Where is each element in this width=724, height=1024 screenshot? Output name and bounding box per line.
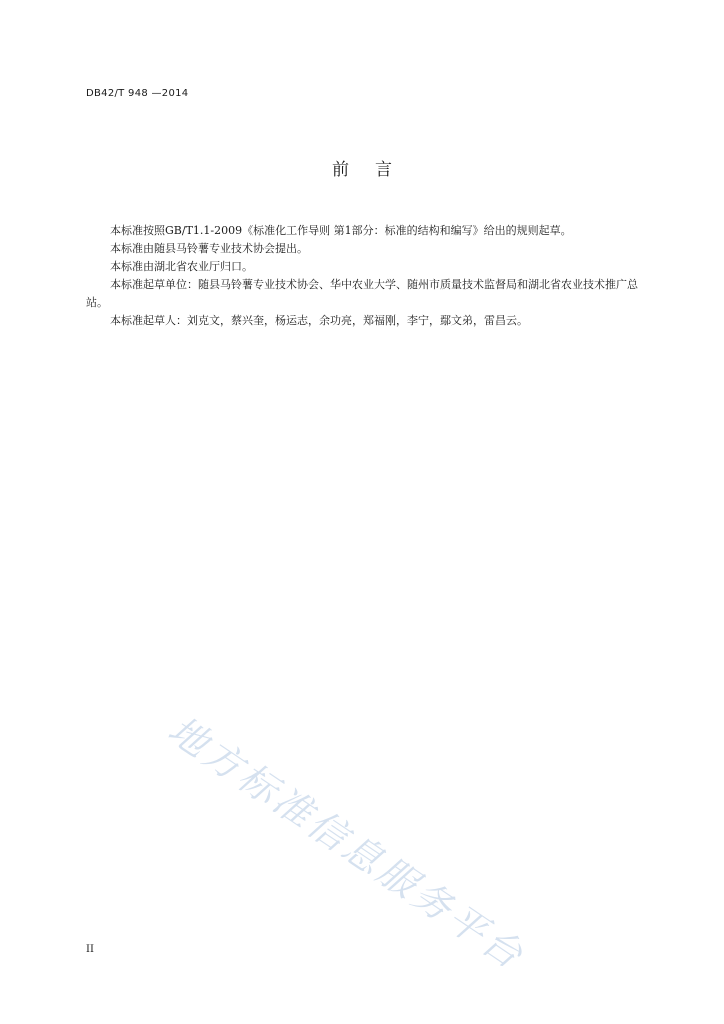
foreword-body [86,222,656,330]
page-title: 前言 [332,160,418,180]
paragraph-proposed-by: 本标准由随县马铃薯专业技术协会提出。 [110,242,308,255]
standard-code: DB42/T 948 —2014 [86,88,189,99]
page-number: II [86,944,94,955]
paragraph-drafters: 本标准起草人：刘克文，蔡兴奎，杨运志，余功亮，郑福刚，李宁，鄢文弟，雷昌云。 [110,314,528,327]
watermark: 地方标准信息服务平台 [160,707,534,979]
paragraph-drafting-rules: 本标准按照GB/T1.1-2009《标准化工作导则 第1部分：标准的结构和编写》给出的规则起草。 [110,224,572,237]
paragraph-managed-by: 本标准由湖北省农业厅归口。 [110,260,253,273]
paragraph-drafting-units: 本标准起草单位：随县马铃薯专业技术协会、华中农业大学、随州市质量技术监督局和湖北省农业技术推广总站。 [86,278,638,309]
